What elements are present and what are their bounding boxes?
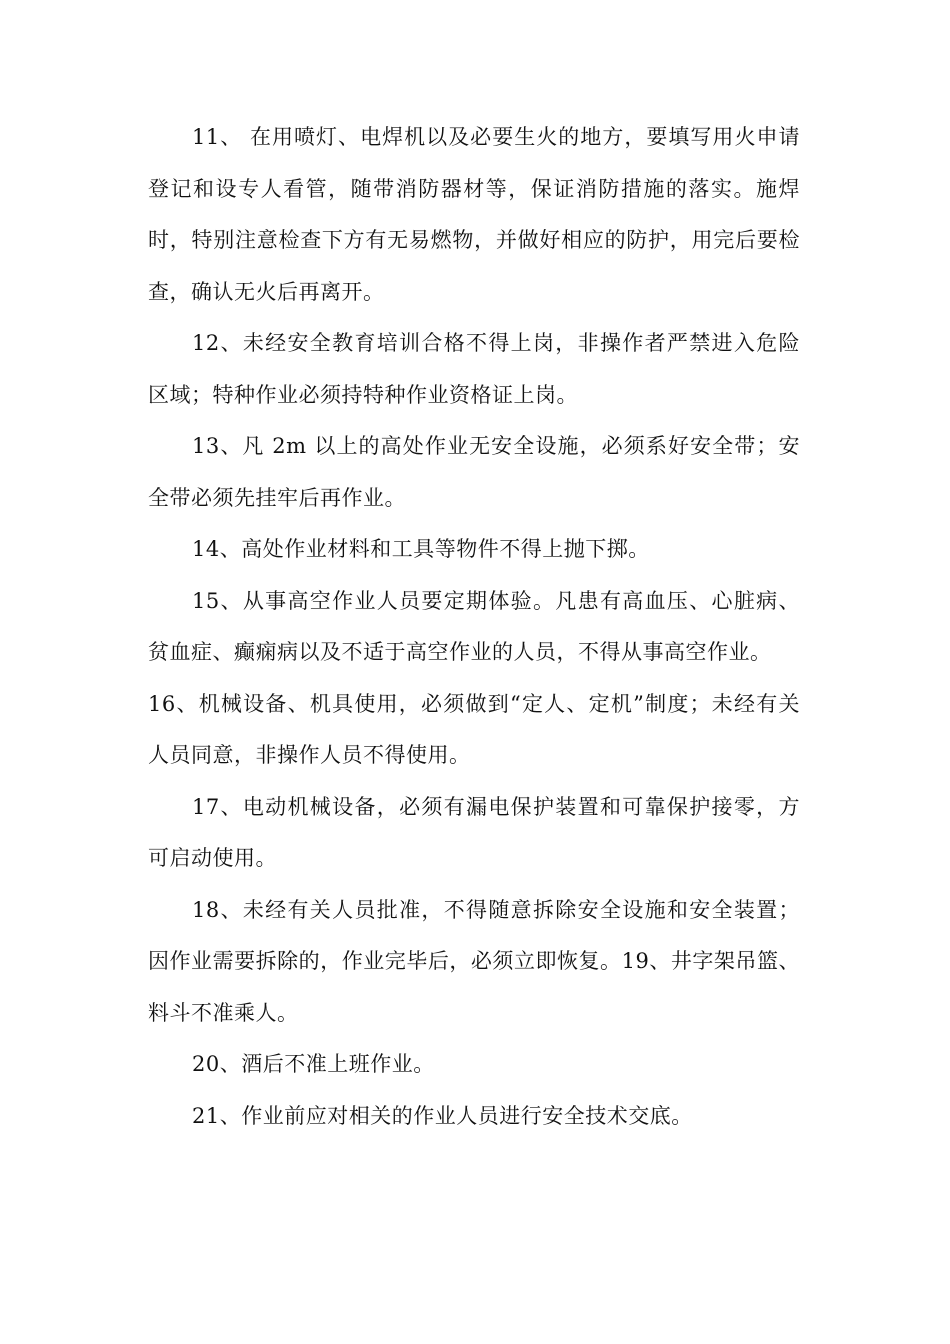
- paragraph-item-20: 20、酒后不准上班作业。: [192, 1052, 435, 1076]
- paragraph-item-21: 21、作业前应对相关的作业人员进行安全技术交底。: [192, 1103, 693, 1128]
- paragraph-item-17: 17、电动机械设备，必须有漏电保护装置和可靠保护接零，方可启动使用。: [148, 794, 800, 870]
- paragraph-item-11: 11、 在用喷灯、电焊机以及必要生火的地方，要填写用火申请登记和设专人看管，随带消防器材等，保证消防措施的落实。施焊时，特别注意检查下方有无易燃物，并做好相应的防护，用完后要检查，确认无火后再离开。: [148, 125, 800, 304]
- paragraph-item-16: 16、机械设备、机具使用，必须做到“定人、定机”制度；未经有关人员同意，非操作人员不得使用。: [148, 691, 800, 767]
- document-body: [148, 112, 800, 1142]
- paragraph-item-15: 15、从事高空作业人员要定期体验。凡患有高血压、心脏病、贫血症、癫痫病以及不适于高空作业的人员，不得从事高空作业。: [148, 588, 800, 664]
- paragraph-item-18: 18、未经有关人员批准，不得随意拆除安全设施和安全装置；因作业需要拆除的，作业完毕后，必须立即恢复。19、井字架吊篮、料斗不准乘人。: [148, 897, 800, 1025]
- paragraph-item-12: 12、未经安全教育培训合格不得上岗，非操作者严禁进入危险区域；特种作业必须持特种作业资格证上岗。: [148, 331, 800, 407]
- paragraph-item-14: 14、高处作业材料和工具等物件不得上抛下掷。: [192, 537, 650, 561]
- paragraph-item-13: 13、凡 2m 以上的高处作业无安全设施，必须系好安全带；安全带必须先挂牢后再作业。: [148, 434, 800, 510]
